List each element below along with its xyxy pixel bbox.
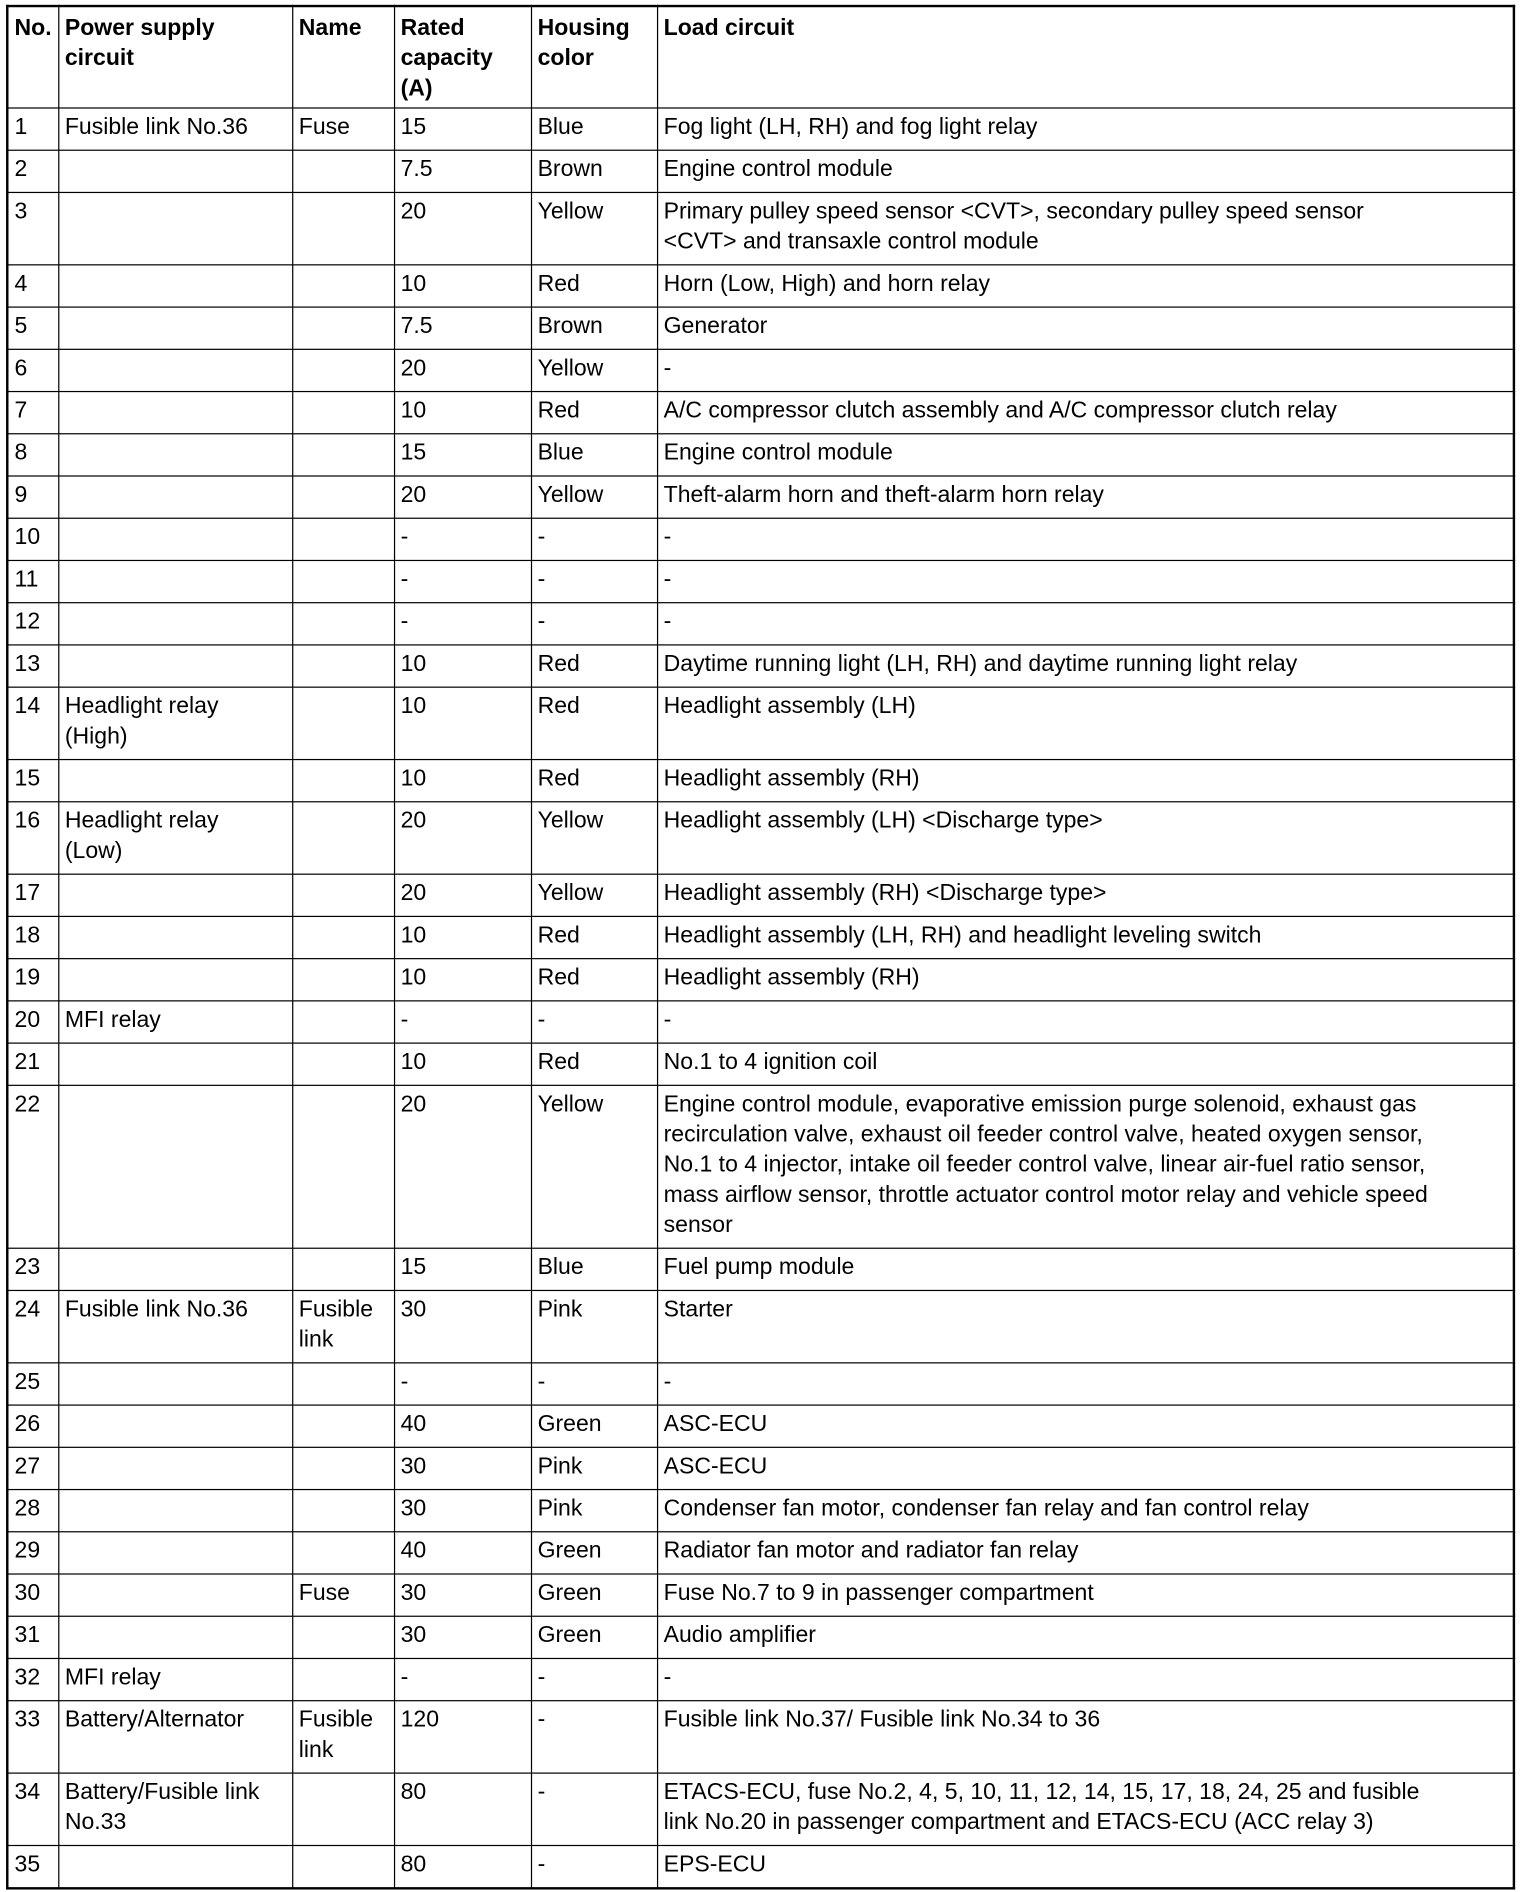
cell-rated-capacity: 30 <box>394 1616 531 1658</box>
cell-name <box>292 1405 394 1447</box>
cell-power-supply-circuit <box>58 1363 292 1405</box>
table-row <box>7 1043 1514 1085</box>
cell-housing-color: Green <box>531 1405 657 1447</box>
cell-power-supply-circuit <box>58 307 292 349</box>
cell-name <box>292 760 394 802</box>
cell-name <box>292 1773 394 1845</box>
cell-name <box>292 392 394 434</box>
column-header-load-circuit: Load circuit <box>657 6 1514 108</box>
cell-load-circuit: ASC-ECU <box>657 1447 1514 1489</box>
cell-name <box>292 476 394 518</box>
cell-rated-capacity: 20 <box>394 192 531 264</box>
cell-power-supply-circuit <box>58 265 292 307</box>
table-row <box>7 560 1514 602</box>
cell-power-supply-circuit <box>58 1574 292 1616</box>
cell-name <box>292 1043 394 1085</box>
table-row <box>7 1001 1514 1043</box>
cell-rated-capacity: 40 <box>394 1532 531 1574</box>
cell-housing-color: Red <box>531 265 657 307</box>
cell-load-circuit: Daytime running light (LH, RH) and daytime running light relay <box>657 645 1514 687</box>
table-row <box>7 392 1514 434</box>
table-row <box>7 1574 1514 1616</box>
cell-power-supply-circuit: Headlight relay (High) <box>58 687 292 759</box>
cell-housing-color: - <box>531 1773 657 1845</box>
cell-no: 3 <box>7 192 58 264</box>
cell-rated-capacity: 10 <box>394 687 531 759</box>
cell-power-supply-circuit <box>58 434 292 476</box>
table-row <box>7 1085 1514 1248</box>
cell-no: 26 <box>7 1405 58 1447</box>
cell-load-circuit: ASC-ECU <box>657 1405 1514 1447</box>
cell-rated-capacity: 20 <box>394 874 531 916</box>
table-row <box>7 1616 1514 1658</box>
cell-name <box>292 265 394 307</box>
cell-housing-color: Brown <box>531 150 657 192</box>
cell-power-supply-circuit <box>58 192 292 264</box>
cell-rated-capacity: 40 <box>394 1405 531 1447</box>
cell-rated-capacity: - <box>394 1363 531 1405</box>
fuse-table <box>6 5 1515 1889</box>
cell-load-circuit: ETACS-ECU, fuse No.2, 4, 5, 10, 11, 12, 14, 15, 17, 18, 24, 25 and fusible link No.20 in passenger compartment and ETACS-ECU (ACC relay 3) <box>657 1773 1514 1845</box>
cell-no: 19 <box>7 959 58 1001</box>
cell-no: 18 <box>7 916 58 958</box>
cell-housing-color: Red <box>531 916 657 958</box>
cell-load-circuit: No.1 to 4 ignition coil <box>657 1043 1514 1085</box>
cell-load-circuit: Fog light (LH, RH) and fog light relay <box>657 108 1514 150</box>
table-row <box>7 1290 1514 1362</box>
cell-load-circuit: Generator <box>657 307 1514 349</box>
cell-no: 7 <box>7 392 58 434</box>
cell-housing-color: Green <box>531 1574 657 1616</box>
table-row <box>7 959 1514 1001</box>
cell-no: 28 <box>7 1490 58 1532</box>
cell-name <box>292 1447 394 1489</box>
cell-rated-capacity: 20 <box>394 476 531 518</box>
cell-power-supply-circuit: Battery/Alternator <box>58 1701 292 1773</box>
cell-no: 1 <box>7 108 58 150</box>
table-row <box>7 1701 1514 1773</box>
cell-power-supply-circuit <box>58 1845 292 1887</box>
cell-load-circuit: Fuel pump module <box>657 1248 1514 1290</box>
cell-no: 17 <box>7 874 58 916</box>
cell-name: Fusible link <box>292 1701 394 1773</box>
cell-housing-color: Red <box>531 1043 657 1085</box>
cell-housing-color: Red <box>531 959 657 1001</box>
table-row <box>7 645 1514 687</box>
table-body <box>7 108 1514 1888</box>
cell-name <box>292 518 394 560</box>
cell-rated-capacity: 15 <box>394 434 531 476</box>
cell-load-circuit: Condenser fan motor, condenser fan relay and fan control relay <box>657 1490 1514 1532</box>
cell-rated-capacity: 15 <box>394 108 531 150</box>
cell-no: 12 <box>7 603 58 645</box>
cell-housing-color: Blue <box>531 108 657 150</box>
cell-name <box>292 1532 394 1574</box>
table-row <box>7 802 1514 874</box>
cell-name <box>292 434 394 476</box>
cell-housing-color: Red <box>531 645 657 687</box>
cell-no: 6 <box>7 349 58 391</box>
table-row <box>7 150 1514 192</box>
table-row <box>7 760 1514 802</box>
cell-no: 35 <box>7 1845 58 1887</box>
cell-housing-color: - <box>531 1363 657 1405</box>
column-header-no: No. <box>7 6 58 108</box>
cell-housing-color: Brown <box>531 307 657 349</box>
cell-power-supply-circuit: Battery/Fusible link No.33 <box>58 1773 292 1845</box>
cell-housing-color: Yellow <box>531 874 657 916</box>
cell-name: Fusible link <box>292 1290 394 1362</box>
table-row <box>7 1532 1514 1574</box>
cell-power-supply-circuit <box>58 560 292 602</box>
cell-name <box>292 916 394 958</box>
cell-housing-color: Yellow <box>531 802 657 874</box>
cell-rated-capacity: 10 <box>394 265 531 307</box>
cell-housing-color: - <box>531 1845 657 1887</box>
cell-power-supply-circuit <box>58 1405 292 1447</box>
cell-no: 8 <box>7 434 58 476</box>
cell-no: 31 <box>7 1616 58 1658</box>
table-row <box>7 874 1514 916</box>
cell-power-supply-circuit: MFI relay <box>58 1001 292 1043</box>
cell-no: 21 <box>7 1043 58 1085</box>
cell-load-circuit: - <box>657 603 1514 645</box>
cell-housing-color: Red <box>531 760 657 802</box>
cell-load-circuit: Headlight assembly (RH) <box>657 959 1514 1001</box>
cell-rated-capacity: 10 <box>394 392 531 434</box>
cell-power-supply-circuit <box>58 150 292 192</box>
cell-rated-capacity: 30 <box>394 1490 531 1532</box>
cell-load-circuit: - <box>657 560 1514 602</box>
cell-no: 30 <box>7 1574 58 1616</box>
cell-name: Fuse <box>292 108 394 150</box>
cell-rated-capacity: 7.5 <box>394 150 531 192</box>
cell-load-circuit: Engine control module <box>657 150 1514 192</box>
cell-load-circuit: - <box>657 1658 1514 1700</box>
cell-no: 11 <box>7 560 58 602</box>
cell-load-circuit: - <box>657 518 1514 560</box>
cell-no: 29 <box>7 1532 58 1574</box>
cell-name <box>292 1248 394 1290</box>
cell-housing-color: - <box>531 518 657 560</box>
header-row <box>7 6 1514 108</box>
cell-no: 14 <box>7 687 58 759</box>
cell-power-supply-circuit <box>58 392 292 434</box>
cell-name: Fuse <box>292 1574 394 1616</box>
cell-load-circuit: EPS-ECU <box>657 1845 1514 1887</box>
cell-power-supply-circuit <box>58 1447 292 1489</box>
column-header-housing-color: Housing color <box>531 6 657 108</box>
cell-name <box>292 959 394 1001</box>
cell-power-supply-circuit <box>58 959 292 1001</box>
table-row <box>7 349 1514 391</box>
cell-name <box>292 687 394 759</box>
column-header-power-supply-circuit: Power supply circuit <box>58 6 292 108</box>
cell-power-supply-circuit <box>58 916 292 958</box>
cell-housing-color: - <box>531 1001 657 1043</box>
cell-load-circuit: Headlight assembly (LH) <box>657 687 1514 759</box>
table-row <box>7 518 1514 560</box>
cell-housing-color: Yellow <box>531 192 657 264</box>
cell-load-circuit: Headlight assembly (LH, RH) and headlight leveling switch <box>657 916 1514 958</box>
cell-rated-capacity: - <box>394 603 531 645</box>
table-row <box>7 1490 1514 1532</box>
cell-load-circuit: Horn (Low, High) and horn relay <box>657 265 1514 307</box>
cell-power-supply-circuit <box>58 760 292 802</box>
table-row <box>7 1447 1514 1489</box>
cell-name <box>292 1085 394 1248</box>
table-row <box>7 916 1514 958</box>
cell-load-circuit: Fusible link No.37/ Fusible link No.34 to 36 <box>657 1701 1514 1773</box>
cell-rated-capacity: 20 <box>394 1085 531 1248</box>
cell-rated-capacity: 10 <box>394 959 531 1001</box>
cell-housing-color: Pink <box>531 1490 657 1532</box>
cell-no: 23 <box>7 1248 58 1290</box>
cell-housing-color: Green <box>531 1532 657 1574</box>
cell-power-supply-circuit <box>58 349 292 391</box>
cell-load-circuit: Radiator fan motor and radiator fan relay <box>657 1532 1514 1574</box>
cell-load-circuit: A/C compressor clutch assembly and A/C compressor clutch relay <box>657 392 1514 434</box>
table-row <box>7 476 1514 518</box>
cell-rated-capacity: 120 <box>394 1701 531 1773</box>
cell-housing-color: Yellow <box>531 476 657 518</box>
cell-no: 16 <box>7 802 58 874</box>
cell-rated-capacity: 15 <box>394 1248 531 1290</box>
cell-no: 34 <box>7 1773 58 1845</box>
cell-name <box>292 603 394 645</box>
cell-housing-color: Yellow <box>531 1085 657 1248</box>
table-row <box>7 687 1514 759</box>
cell-rated-capacity: 80 <box>394 1845 531 1887</box>
cell-rated-capacity: 30 <box>394 1574 531 1616</box>
cell-housing-color: Green <box>531 1616 657 1658</box>
cell-name <box>292 1658 394 1700</box>
cell-name <box>292 802 394 874</box>
cell-load-circuit: Engine control module <box>657 434 1514 476</box>
table-row <box>7 1773 1514 1845</box>
cell-housing-color: - <box>531 1658 657 1700</box>
cell-rated-capacity: - <box>394 518 531 560</box>
cell-power-supply-circuit <box>58 603 292 645</box>
table-row <box>7 1363 1514 1405</box>
cell-power-supply-circuit <box>58 476 292 518</box>
cell-power-supply-circuit <box>58 1248 292 1290</box>
cell-load-circuit: Primary pulley speed sensor <CVT>, secondary pulley speed sensor <CVT> and transaxle control module <box>657 192 1514 264</box>
cell-housing-color: Yellow <box>531 349 657 391</box>
table-row <box>7 1658 1514 1700</box>
cell-name <box>292 1616 394 1658</box>
table-row <box>7 1845 1514 1887</box>
cell-rated-capacity: 10 <box>394 645 531 687</box>
cell-name <box>292 1363 394 1405</box>
cell-no: 33 <box>7 1701 58 1773</box>
cell-housing-color: Pink <box>531 1290 657 1362</box>
table-row <box>7 265 1514 307</box>
table-row <box>7 1405 1514 1447</box>
cell-load-circuit: - <box>657 349 1514 391</box>
cell-no: 9 <box>7 476 58 518</box>
cell-housing-color: Blue <box>531 1248 657 1290</box>
cell-name <box>292 874 394 916</box>
cell-name <box>292 1490 394 1532</box>
cell-rated-capacity: - <box>394 560 531 602</box>
cell-no: 2 <box>7 150 58 192</box>
cell-load-circuit: Starter <box>657 1290 1514 1362</box>
cell-housing-color: - <box>531 560 657 602</box>
cell-rated-capacity: 10 <box>394 916 531 958</box>
cell-no: 24 <box>7 1290 58 1362</box>
cell-name <box>292 1001 394 1043</box>
cell-name <box>292 349 394 391</box>
cell-no: 10 <box>7 518 58 560</box>
cell-name <box>292 560 394 602</box>
cell-power-supply-circuit <box>58 1085 292 1248</box>
cell-rated-capacity: 20 <box>394 349 531 391</box>
cell-load-circuit: Theft-alarm horn and theft-alarm horn relay <box>657 476 1514 518</box>
cell-no: 13 <box>7 645 58 687</box>
cell-no: 15 <box>7 760 58 802</box>
cell-load-circuit: Headlight assembly (RH) <Discharge type> <box>657 874 1514 916</box>
cell-load-circuit: Fuse No.7 to 9 in passenger compartment <box>657 1574 1514 1616</box>
table-row <box>7 603 1514 645</box>
column-header-rated-capacity: Rated capacity (A) <box>394 6 531 108</box>
cell-housing-color: Pink <box>531 1447 657 1489</box>
cell-rated-capacity: 20 <box>394 802 531 874</box>
cell-housing-color: Red <box>531 392 657 434</box>
cell-power-supply-circuit <box>58 1616 292 1658</box>
cell-no: 25 <box>7 1363 58 1405</box>
cell-load-circuit: Headlight assembly (LH) <Discharge type> <box>657 802 1514 874</box>
cell-housing-color: - <box>531 603 657 645</box>
cell-rated-capacity: 30 <box>394 1447 531 1489</box>
cell-rated-capacity: 10 <box>394 1043 531 1085</box>
cell-load-circuit: Headlight assembly (RH) <box>657 760 1514 802</box>
cell-rated-capacity: 7.5 <box>394 307 531 349</box>
cell-name <box>292 1845 394 1887</box>
cell-rated-capacity: - <box>394 1658 531 1700</box>
cell-power-supply-circuit: MFI relay <box>58 1658 292 1700</box>
cell-no: 4 <box>7 265 58 307</box>
cell-no: 27 <box>7 1447 58 1489</box>
column-header-name: Name <box>292 6 394 108</box>
cell-name <box>292 307 394 349</box>
cell-power-supply-circuit: Fusible link No.36 <box>58 108 292 150</box>
cell-name <box>292 192 394 264</box>
cell-power-supply-circuit <box>58 645 292 687</box>
cell-no: 5 <box>7 307 58 349</box>
cell-name <box>292 150 394 192</box>
cell-power-supply-circuit <box>58 518 292 560</box>
cell-rated-capacity: 30 <box>394 1290 531 1362</box>
cell-no: 22 <box>7 1085 58 1248</box>
table-row <box>7 108 1514 150</box>
cell-power-supply-circuit: Headlight relay (Low) <box>58 802 292 874</box>
cell-power-supply-circuit <box>58 1532 292 1574</box>
cell-load-circuit: Audio amplifier <box>657 1616 1514 1658</box>
table-row <box>7 434 1514 476</box>
cell-housing-color: Blue <box>531 434 657 476</box>
cell-rated-capacity: 80 <box>394 1773 531 1845</box>
cell-housing-color: - <box>531 1701 657 1773</box>
table-row <box>7 307 1514 349</box>
cell-load-circuit: Engine control module, evaporative emission purge solenoid, exhaust gas recirculation valve, exhaust oil feeder control valve, heated oxygen sensor, No.1 to 4 injector, intake oil feeder control valve, linear air-fuel ratio sensor, mass airflow sensor, throttle actuator control motor relay and vehicle speed sensor <box>657 1085 1514 1248</box>
cell-load-circuit: - <box>657 1363 1514 1405</box>
cell-power-supply-circuit <box>58 874 292 916</box>
cell-name <box>292 645 394 687</box>
cell-no: 32 <box>7 1658 58 1700</box>
cell-power-supply-circuit <box>58 1490 292 1532</box>
cell-power-supply-circuit <box>58 1043 292 1085</box>
cell-rated-capacity: 10 <box>394 760 531 802</box>
table-row <box>7 1248 1514 1290</box>
table-row <box>7 192 1514 264</box>
cell-rated-capacity: - <box>394 1001 531 1043</box>
cell-power-supply-circuit: Fusible link No.36 <box>58 1290 292 1362</box>
cell-housing-color: Red <box>531 687 657 759</box>
cell-load-circuit: - <box>657 1001 1514 1043</box>
cell-no: 20 <box>7 1001 58 1043</box>
